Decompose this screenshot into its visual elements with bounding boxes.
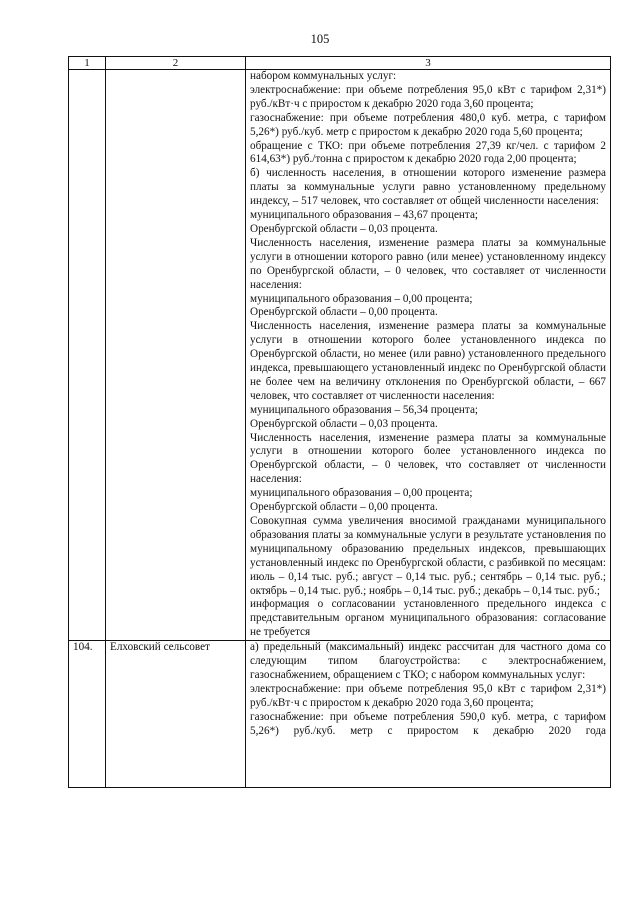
- content-line: Численность населения, изменение размера платы за коммунальные услуги в отношении которого более установленного индекса по Оренбургской области, но менее (или равно) установленного предельного индекса, превышающего установленный индекс по Оренбургской области не более чем на величину отклонения по Оренбургской области, – 667 человек, что составляет от численности населения:: [250, 320, 606, 402]
- row-content-cell: [246, 70, 611, 641]
- content-line: Оренбургской области – 0,00 процента.: [250, 306, 438, 319]
- page-number: 105: [310, 32, 330, 46]
- content-line: электроснабжение: при объеме потребления 95,0 кВт с тарифом 2,31*) руб./кВт·ч с приростом к декабрю 2020 года 3,60 процента;: [250, 682, 606, 709]
- content-line: Численность населения, изменение размера платы за коммунальные услуги в отношении которого равно (или менее) установленному индексу по Оренбургской области, – 0 человек, что составляет от численности населения:: [250, 236, 606, 291]
- content-line: набором коммунальных услуг:: [250, 70, 397, 82]
- content-line: Оренбургской области – 0,03 процента.: [250, 417, 438, 430]
- content-line: Оренбургской области – 0,03 процента.: [250, 222, 438, 235]
- content-line: обращение с ТКО: при объеме потребления 27,39 кг/чел. с тарифом 2 614,63*) руб./тонна с приростом к декабрю 2020 года 2,00 процента;: [250, 139, 606, 166]
- document-table: [68, 56, 611, 788]
- content-line: Оренбургской области – 0,00 процента.: [250, 501, 438, 514]
- content-line: электроснабжение: при объеме потребления 95,0 кВт с тарифом 2,31*) руб./кВт·ч с приростом к декабрю 2020 года 3,60 процента;: [250, 83, 606, 110]
- content-line: б) численность населения, в отношении которого изменение размера платы за коммунальные услуги равно установленному предельному индексу, – 517 человек, что составляет от общей численности населения:: [250, 167, 606, 208]
- row-number-cell: 104.: [69, 641, 106, 788]
- column-header-2: 2: [106, 57, 246, 70]
- table-row-continued: [69, 70, 611, 641]
- column-header-3: 3: [246, 57, 611, 70]
- table-row-104: [69, 641, 611, 788]
- content-line: а) предельный (максимальный) индекс рассчитан для частного дома со следующим типом благоустройства: с электроснабжением, газоснабжением, обращением с ТКО; с набором коммунальных услуг:: [250, 641, 606, 681]
- content-line: муниципального образования – 0,00 процента;: [250, 292, 473, 305]
- content-line: муниципального образования – 43,67 процента;: [250, 209, 479, 222]
- row-content-cell: [246, 641, 611, 788]
- content-line: муниципального образования – 0,00 процента;: [250, 487, 473, 500]
- table-header-row: [69, 57, 611, 70]
- content-line: муниципального образования – 56,34 процента;: [250, 403, 479, 416]
- content-line: информация о согласовании установленного предельного индекса с представительным органом муниципального образования: согласование не требуется: [250, 598, 606, 639]
- content-block: [250, 641, 606, 787]
- row-name-cell: Елховский сельсовет: [106, 641, 246, 788]
- content-line: Численность населения, изменение размера платы за коммунальные услуги в отношении которого более установленного индекса по Оренбургской области, – 0 человек, что составляет от численности населения:: [250, 431, 606, 486]
- content-line: Совокупная сумма увеличения вносимой гражданами муниципального образования платы за коммунальные услуги в результате установления по муниципальному образованию предельных индексов, превышающих установленный индекс по Оренбургской области, с разбивкой по месяцам: июль – 0,14 тыс. руб.; август – 0,14 тыс. руб.; сентябрь – 0,14 тыс. руб.; октябрь – 0,14 тыс. руб.; ноябрь – 0,14 тыс. руб.; декабрь – 0,14 тыс. руб.;: [250, 515, 606, 597]
- row-name-cell: [106, 70, 246, 641]
- content-line: газоснабжение: при объеме потребления 480,0 куб. метра, с тарифом 5,26*) руб./куб. метр с приростом к декабрю 2020 года 5,60 процента;: [250, 111, 606, 138]
- column-header-1: 1: [69, 57, 106, 70]
- content-line: газоснабжение: при объеме потребления 590,0 куб. метра, с тарифом 5,26*) руб./куб. метр с приростом к декабрю 2020 года: [250, 710, 606, 737]
- row-number-cell: [69, 70, 106, 641]
